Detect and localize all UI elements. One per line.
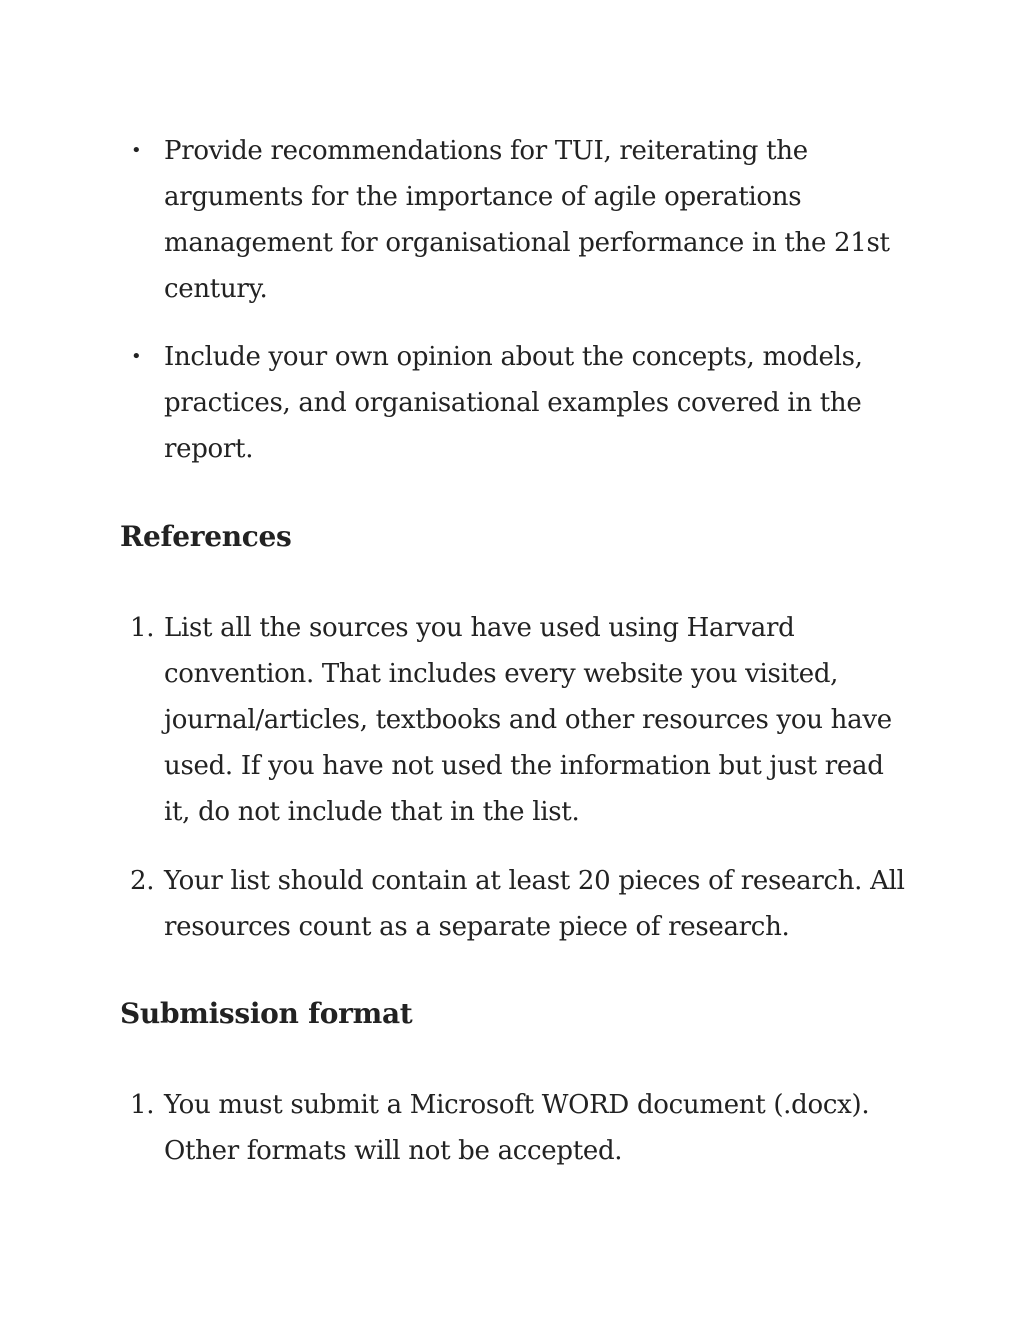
- bullet-item-opinion: • Include your own opinion about the concepts, models, practices, and organisational examples covered in the report.: [120, 334, 910, 472]
- references-heading: References: [120, 520, 292, 553]
- list-item-text: List all the sources you have used using Harvard convention. That includes every website you visited, journal/articles, textbooks and other resources you have used. If you have not used the information but just read it, do not include that in the list.: [164, 613, 892, 827]
- references-list: [120, 605, 910, 950]
- submission-item-1: [120, 1082, 910, 1174]
- bullet-item-recommendations: • Provide recommendations for TUI, reiterating the arguments for the importance of agile operations management for organisational performance in the 21st century.: [120, 128, 910, 312]
- submission-format-heading: Submission format: [120, 997, 413, 1030]
- list-number: 1.: [130, 613, 155, 643]
- list-item-text: You must submit a Microsoft WORD document (.docx). Other formats will not be accepted.: [164, 1090, 870, 1166]
- list-number: 2.: [130, 866, 155, 896]
- recommendations-bullet-list: [120, 128, 910, 472]
- references-item-1: [120, 605, 910, 835]
- list-item-text: Your list should contain at least 20 pieces of research. All resources count as a separate piece of research.: [164, 866, 905, 942]
- references-item-2: [120, 858, 910, 950]
- list-number: 1.: [130, 1090, 155, 1120]
- submission-format-list: [120, 1082, 910, 1174]
